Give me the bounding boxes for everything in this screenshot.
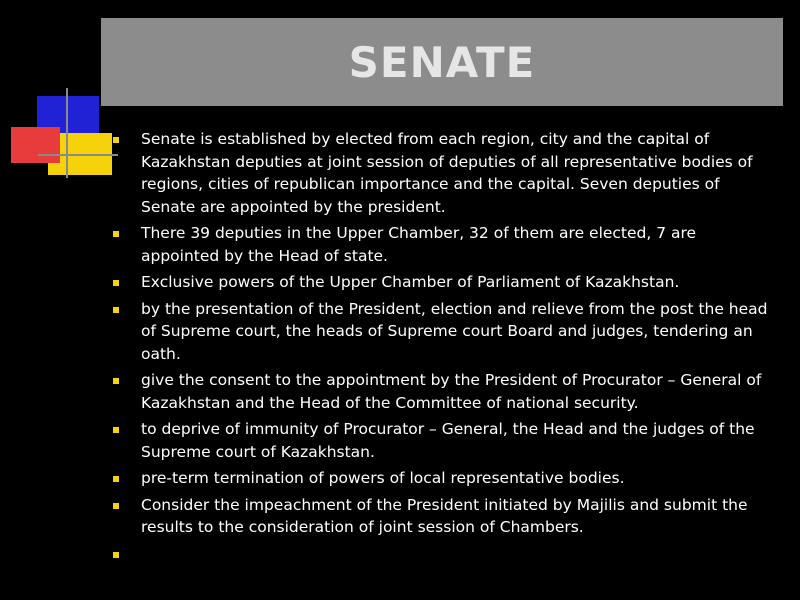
bullet-text: pre-term termination of powers of local representative bodies.	[141, 469, 625, 487]
decorative-vertical-line	[66, 88, 68, 178]
bullet-marker-icon	[113, 503, 119, 509]
bullet-item	[110, 271, 775, 294]
bullet-marker-icon	[113, 427, 119, 433]
bullet-marker-icon	[113, 137, 119, 143]
bullet-text: There 39 deputies in the Upper Chamber, 32 of them are elected, 7 are appointed by the Head of state.	[141, 224, 697, 265]
bullet-item	[110, 298, 775, 366]
bullet-text: Exclusive powers of the Upper Chamber of Parliament of Kazakhstan.	[141, 273, 680, 291]
bullet-item	[110, 222, 775, 267]
bullet-item	[110, 494, 775, 539]
bullet-text: give the consent to the appointment by the President of Procurator – General of Kazakhstan and the Head of the Committee of national security.	[141, 371, 762, 412]
bullet-list	[110, 128, 775, 569]
bullet-marker-icon	[113, 280, 119, 286]
bullet-marker-icon	[113, 378, 119, 384]
bullet-marker-icon	[113, 476, 119, 482]
slide-title: SENATE	[348, 37, 536, 87]
bullet-item	[110, 467, 775, 490]
bullet-text: by the presentation of the President, election and relieve from the post the head of Supreme court, the heads of Supreme court Board and judges, tendering an oath.	[141, 299, 768, 363]
bullet-text: Consider the impeachment of the President initiated by Majilis and submit the results to the consideration of joint session of Chambers.	[141, 495, 748, 536]
bullet-marker-icon	[113, 231, 119, 237]
bullet-item	[110, 418, 775, 463]
bullet-text: to deprive of immunity of Procurator – General, the Head and the judges of the Supreme court of Kazakhstan.	[141, 420, 755, 461]
bullet-marker-icon	[113, 552, 119, 558]
bullet-text: Senate is established by elected from each region, city and the capital of Kazakhstan deputies at joint session of deputies of all representative bodies of regions, cities of republican importance and the capital. Seven deputies of Senate are appointed by the president.	[141, 130, 753, 216]
bullet-item	[110, 369, 775, 414]
decorative-red-square	[11, 127, 60, 163]
bullet-item	[110, 128, 775, 218]
decorative-horizontal-line	[38, 154, 118, 156]
bullet-marker-icon	[113, 307, 119, 313]
bullet-item	[110, 543, 775, 565]
bullet-text	[141, 543, 775, 565]
title-bar	[101, 18, 783, 106]
